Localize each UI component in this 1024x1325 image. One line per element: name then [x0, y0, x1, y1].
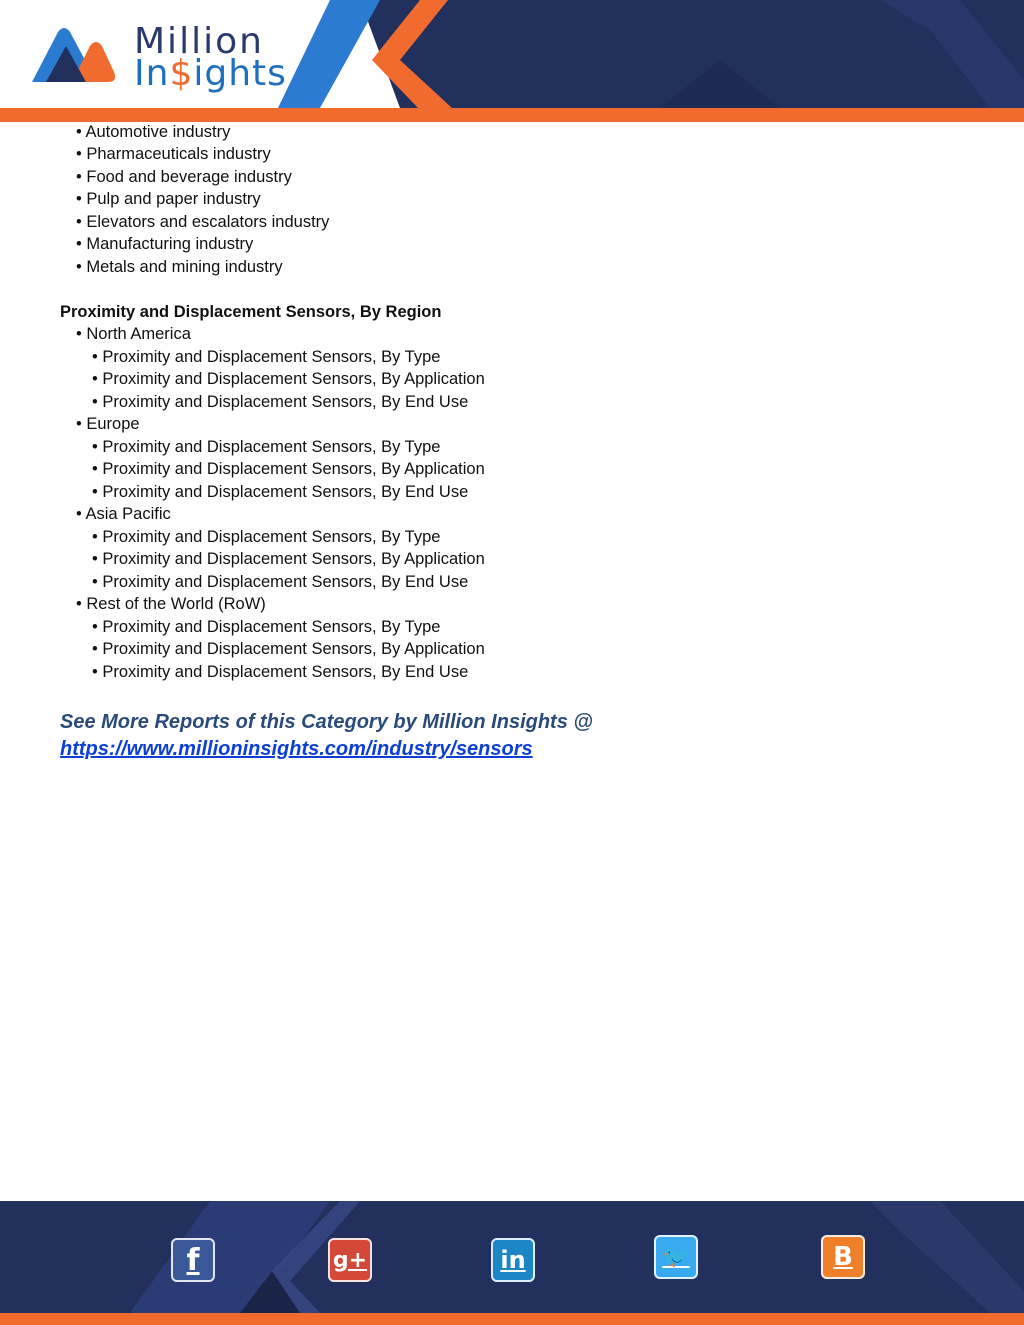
sensors-category-link[interactable]: https://www.millioninsights.com/industry/sensors: [60, 738, 533, 760]
region-subitem: • Proximity and Displacement Sensors, By Application: [92, 640, 485, 658]
blogger-icon[interactable]: B: [821, 1235, 865, 1279]
region-subitem: • Proximity and Displacement Sensors, By Application: [92, 460, 485, 478]
brand-name-line1: Million: [134, 21, 264, 62]
linkedin-icon[interactable]: in: [491, 1238, 535, 1282]
twitter-icon[interactable]: 🐦: [654, 1235, 698, 1279]
industry-item: • Metals and mining industry: [76, 258, 283, 276]
region-subitem: • Proximity and Displacement Sensors, By End Use: [92, 573, 469, 591]
google-plus-icon[interactable]: g+: [328, 1238, 372, 1282]
brand-name-line2: In$ights: [134, 53, 287, 94]
see-more-text: See More Reports of this Category by Million Insights @: [60, 711, 593, 733]
industry-item: • Manufacturing industry: [76, 235, 254, 253]
region-subitem: • Proximity and Displacement Sensors, By End Use: [92, 393, 469, 411]
logo-mark-icon: [28, 24, 118, 88]
region-subitem: • Proximity and Displacement Sensors, By Type: [92, 528, 441, 546]
see-more-callout: [60, 709, 593, 763]
region-name: • Rest of the World (RoW): [76, 595, 266, 613]
region-subitem: • Proximity and Displacement Sensors, By Application: [92, 550, 485, 568]
million-insights-logo: [28, 20, 287, 100]
region-subitem: • Proximity and Displacement Sensors, By Type: [92, 348, 441, 366]
industry-item: • Elevators and escalators industry: [76, 213, 330, 231]
region-subitem: • Proximity and Displacement Sensors, By Application: [92, 370, 485, 388]
industry-item: • Pharmaceuticals industry: [76, 145, 271, 163]
industry-item: • Food and beverage industry: [76, 168, 292, 186]
industry-item: • Automotive industry: [76, 123, 231, 141]
region-subitem: • Proximity and Displacement Sensors, By Type: [92, 618, 441, 636]
region-name: • Europe: [76, 415, 140, 433]
region-heading: Proximity and Displacement Sensors, By Region: [60, 303, 442, 321]
facebook-icon[interactable]: f: [171, 1238, 215, 1282]
page-footer: [0, 1201, 1024, 1325]
page-header: [0, 0, 1024, 122]
region-subitem: • Proximity and Displacement Sensors, By End Use: [92, 483, 469, 501]
region-name: • Asia Pacific: [76, 505, 171, 523]
region-subitem: • Proximity and Displacement Sensors, By End Use: [92, 663, 469, 681]
industry-item: • Pulp and paper industry: [76, 190, 261, 208]
region-subitem: • Proximity and Displacement Sensors, By Type: [92, 438, 441, 456]
region-name: • North America: [76, 325, 191, 343]
